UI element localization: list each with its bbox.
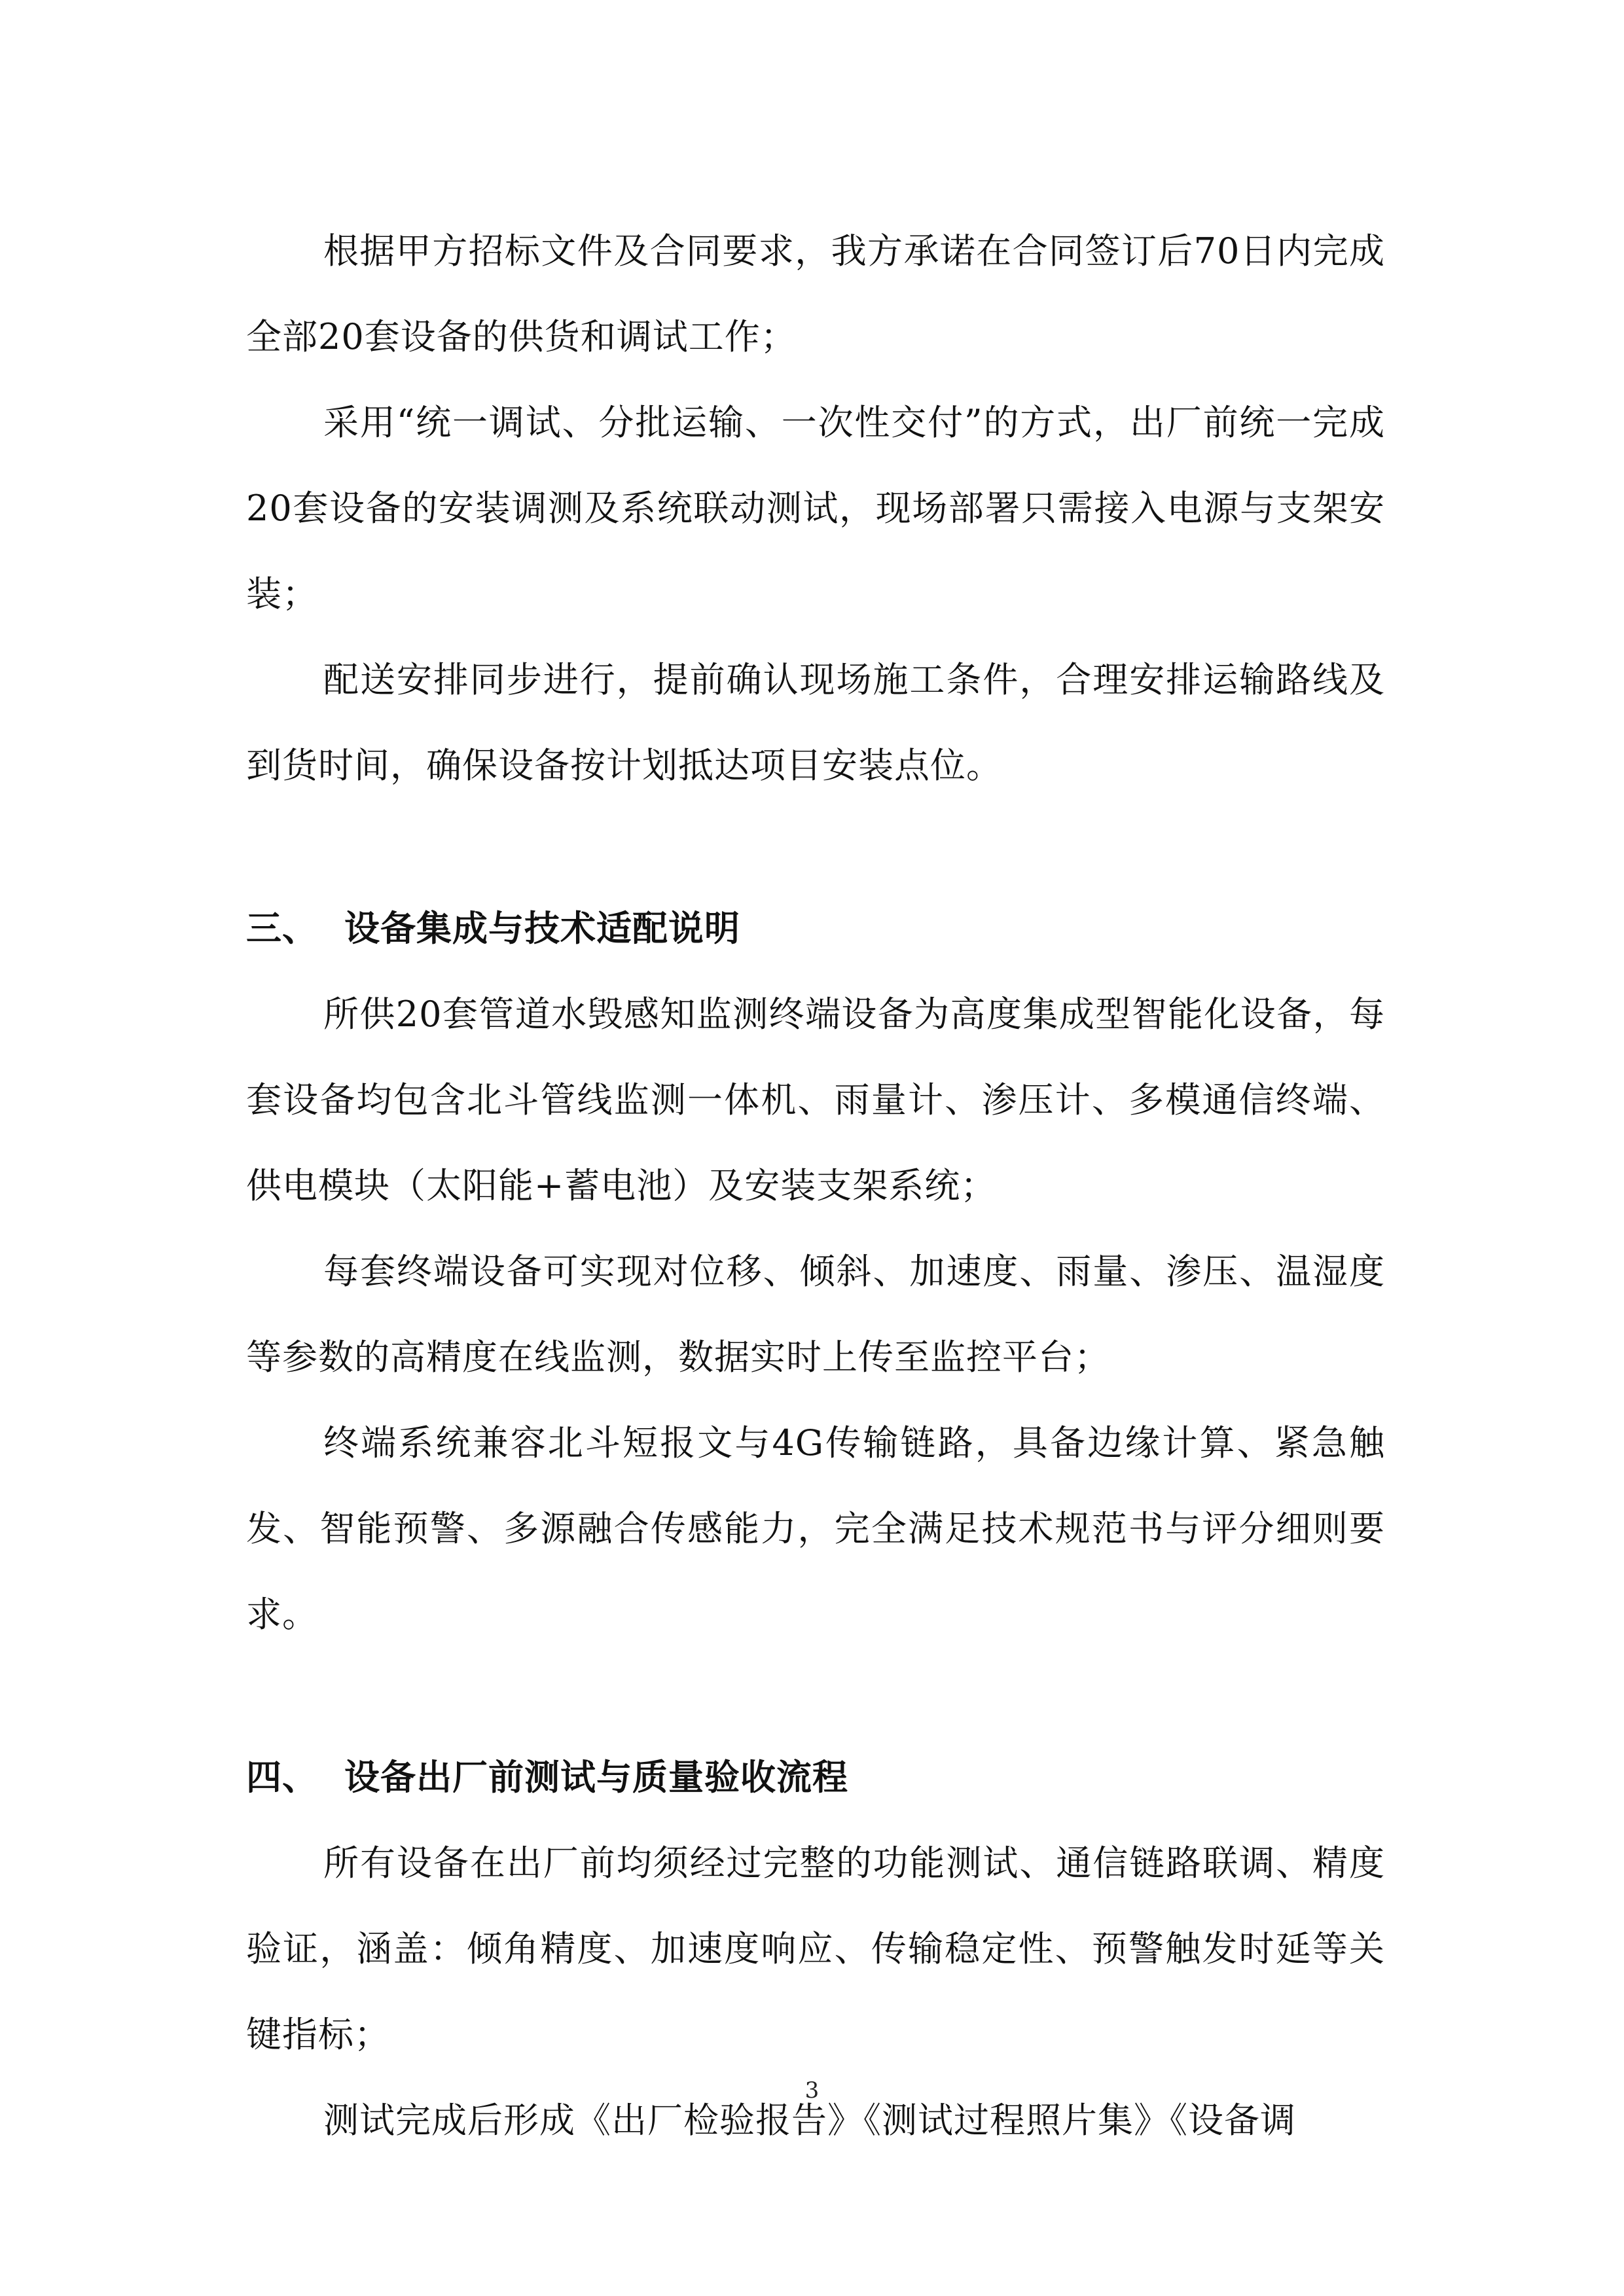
section-3-heading	[246, 886, 1385, 971]
debugging-method-paragraph: 采用“统一调试、分批运输、一次性交付”的方式，出厂前统一完成20套设备的安装调测及系统联动测试，现场部署只需接入电源与支架安装；	[246, 402, 1385, 615]
section-4-paragraph-reports: 测试完成后形成《出厂检验报告》《测试过程照片集》《设备调	[323, 2100, 1296, 2141]
section-4-number: 四、	[246, 1756, 318, 1798]
delivery-commitment-paragraph: 根据甲方招标文件及合同要求，我方承诺在合同签订后70日内完成全部20套设备的供货和调试工作；	[246, 230, 1385, 357]
delivery-arrangement-paragraph: 配送安排同步进行，提前确认现场施工条件，合理安排运输路线及到货时间，确保设备按计划抵达项目安装点位。	[246, 659, 1385, 786]
section-4-title: 设备出厂前测试与质量验收流程	[344, 1756, 848, 1798]
section-4-paragraph-testing: 所有设备在出厂前均须经过完整的功能测试、通信链路联调、精度验证，涵盖：倾角精度、加速度响应、传输稳定性、预警触发时延等关键指标；	[246, 1842, 1385, 2055]
section-spacer	[246, 808, 1385, 886]
page-number: 3	[804, 2077, 820, 2104]
section-3-paragraph-monitoring: 每套终端设备可实现对位移、倾斜、加速度、雨量、渗压、温湿度等参数的高精度在线监测，数据实时上传至监控平台；	[246, 1251, 1385, 1378]
section-3-paragraph-compatibility: 终端系统兼容北斗短报文与4G传输链路，具备边缘计算、紧急触发、智能预警、多源融合传感能力，完全满足技术规范书与评分细则要求。	[246, 1422, 1385, 1635]
section-spacer	[246, 1657, 1385, 1734]
section-4-heading	[246, 1734, 1385, 1820]
page-content	[246, 208, 1385, 2163]
section-3-number: 三、	[246, 907, 318, 949]
section-3-paragraph-equipment: 所供20套管道水毁感知监测终端设备为高度集成型智能化设备，每套设备均包含北斗管线监测一体机、雨量计、渗压计、多模通信终端、供电模块（太阳能+蓄电池）及安装支架系统；	[246, 994, 1385, 1206]
section-3-title: 设备集成与技术适配说明	[344, 907, 740, 949]
